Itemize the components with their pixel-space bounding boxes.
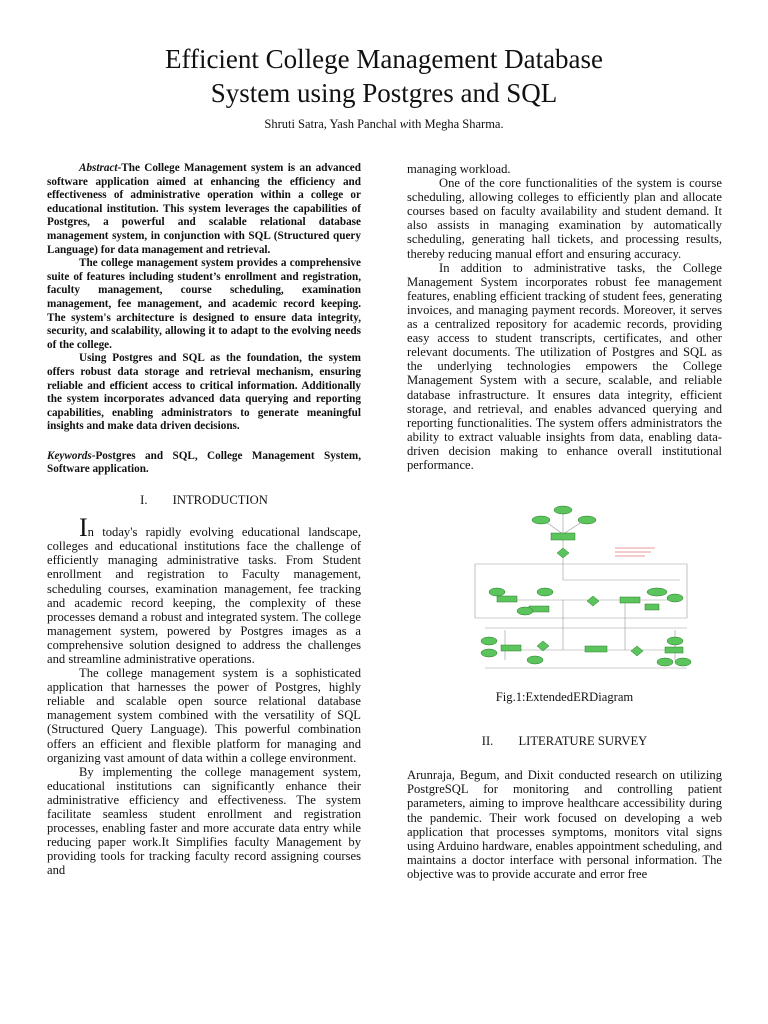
paper-title	[0, 42, 768, 110]
keywords	[47, 450, 361, 477]
title-line-1: Efficient College Management Database	[164, 44, 604, 74]
abstract-label: Abstract	[79, 162, 118, 174]
title-line-2: System using Postgres and SQL	[210, 78, 558, 108]
abstract-text-1: -The College Management system is an advanced software application aimed at enhancing the efficiency and effectiveness of administrative operation within a college or educational institution. This system leverages the capabilities of Postgres, a powerful and scalable relational database management system, in conjunction with SQL (Structured query Language) for data management and retrieval.	[47, 162, 361, 256]
abstract-paragraph-3: Using Postgres and SQL as the foundation, the system offers robust data storage and retrieval mechanism, ensuring reliable and efficient access to critical information. Additionally the system incorporates advanced data querying and reporting capabilities, enabling administrators to generate meaningful insights and make data driven decisions.	[47, 352, 361, 433]
figure-caption: Fig.1:ExtendedERDiagram	[495, 690, 634, 705]
right-paragraph-1: One of the core functionalities of the system is course scheduling, allowing colleges to efficiently plan and allocate courses based on faculty availability and student demand. It also assists in managing examination by automatically scheduling, generating hall tickets, and processing results, thereby reducing manual effort and ensuring accuracy.	[407, 176, 722, 261]
er-entities	[481, 506, 691, 666]
intro-paragraph-2: The college management system is a sophisticated application that harnesses the power of Postgres, highly reliable and scalable open source relational database management system combined with the versatility of SQL (Structured Query Language). This powerful combination offers an efficient and flexible platform for managing and organizing vast amount of data within a college environment.	[47, 666, 361, 765]
drop-cap: I	[79, 513, 88, 543]
keywords-label: Keywords	[47, 449, 92, 462]
right-column	[407, 162, 722, 881]
er-diagram-note	[615, 548, 655, 556]
er-diagram-figure	[465, 500, 695, 680]
abstract-paragraph-2: The college management system provides a comprehensive suite of features including student’s enrollment and registration, faculty management, course scheduling, examination management, fee management, and academic record keeping. The system's architecture is designed to ensure data integrity, security, and scalability, allowing it to adapt to the evolving needs of the college.	[47, 257, 361, 351]
author-line	[0, 117, 768, 132]
er-diagram	[465, 500, 695, 680]
left-column	[47, 162, 361, 878]
intro-text-1: n today's rapidly evolving educational landscape, colleges and educational institutions face the challenge of efficiently managing administrative tasks. From Student enrollment and registration to Faculty management, scheduling courses, examination management, fee tracking and academic record keeping, the complexity of these processes demand a robust and integrated system. The college management system, powered by Postgres images as a comprehensive solution designed to address the challenges and streamline administrative operations.	[47, 525, 361, 666]
author-w: w	[399, 117, 409, 131]
intro-paragraph-3: By implementing the college management system, educational institutions can significantly enhance their administrative efficiency and effectiveness. The system facilitate seamless student enrollment and registration processes, enabling faster and more accurate data entry while reducing paper work.It Simplifies faculty Management by providing tools for tracking faculty record assigning courses and	[47, 764, 361, 878]
section-heading-literature-survey: II. LITERATURE SURVEY	[481, 734, 648, 749]
abstract-paragraph-1	[47, 162, 361, 257]
right-paragraph-2: In addition to administrative tasks, the College Management System incorporates robust fee management features, enabling efficient tracking of student fees, generating invoices, and managing payment records. Moreover, it serves as a centralized repository for academic records, providing easy access to student transcripts, certificates, and other relevant documents. The utilization of Postgres and SQL as the underlying technologies empowers the College Management System with a secure, scalable, and reliable database infrastructure. It ensures data integrity, efficient storage, and retrieval, and enables advanced querying and reporting functionalities. The system offers administrators the ability to extract valuable insights from data, enabling data-driven decision making to enhance overall institutional performance.	[407, 260, 722, 472]
section-heading-introduction: I. INTRODUCTION	[140, 493, 268, 508]
abstract	[47, 162, 361, 477]
author-names: Shruti Satra, Yash Panchal	[264, 117, 400, 131]
right-paragraph-0: managing workload.	[407, 162, 511, 176]
intro-paragraph-1	[47, 513, 361, 666]
author-rest: ith Megha Sharma.	[408, 117, 504, 131]
literature-paragraph-1: Arunraja, Begum, and Dixit conducted research on utilizing PostgreSQL for monitoring and controlling patient parameters, aiming to improve healthcare accessibility during the pandemic. Their work focused on developing a web application that processes symptoms, monitors vital signs using Arduino hardware, enables appointment scheduling, and maintains a doctor interface with personal information. The objective was to provide accurate and error free	[407, 768, 722, 881]
keywords-text: -Postgres and SQL, College Management System, Software application.	[47, 449, 361, 476]
